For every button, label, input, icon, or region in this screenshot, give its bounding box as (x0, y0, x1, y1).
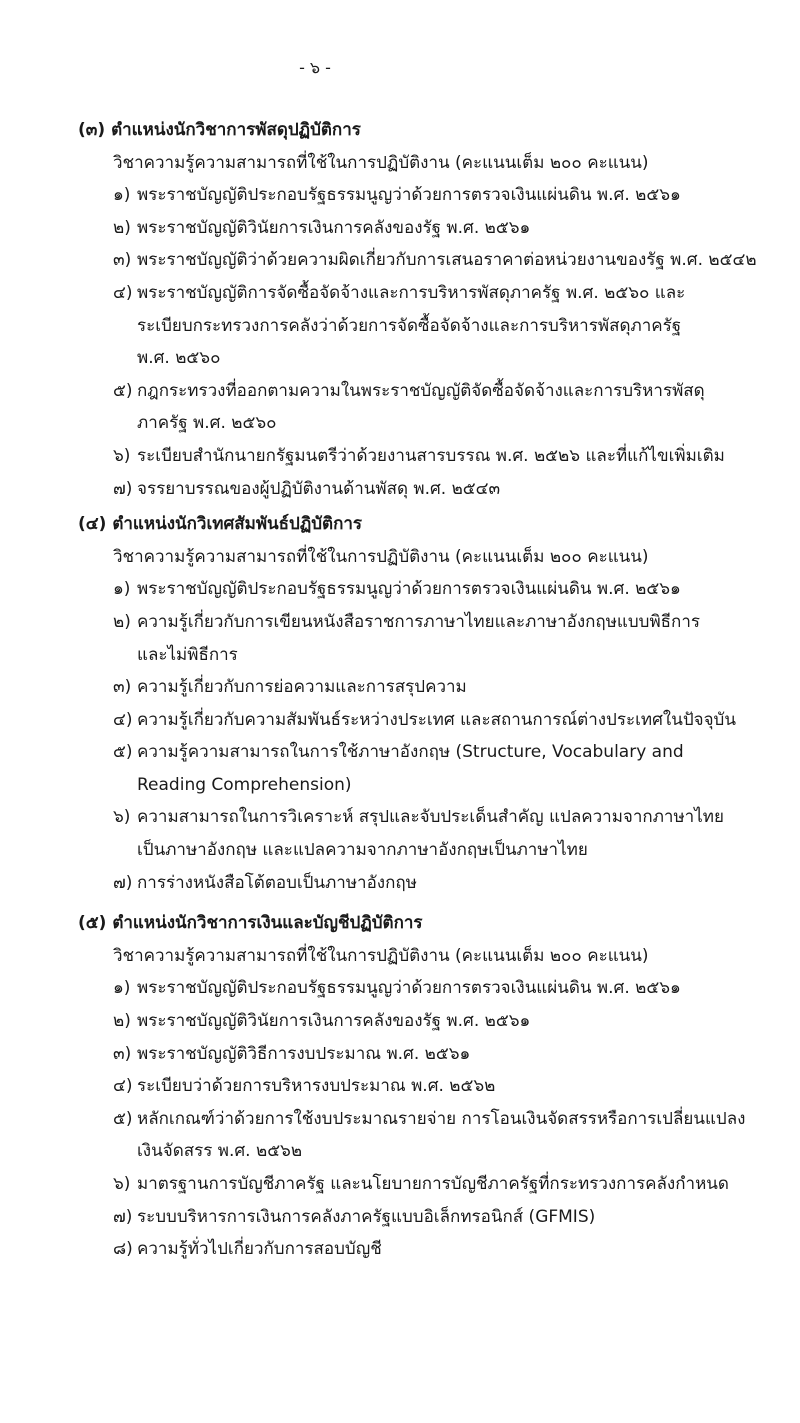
list-item (78, 277, 718, 310)
list-item (78, 1168, 729, 1201)
position-section (78, 114, 757, 505)
item-number: ๒) (113, 1011, 131, 1032)
list-item (78, 1233, 718, 1266)
list-item (78, 972, 718, 1005)
item-text: ความสามารถในการวิเคราะห์ สรุปและจับประเด็นสำคัญ แปลความจากภาษาไทย (137, 807, 724, 828)
list-item-continuation: เงินจัดสรร พ.ศ. ๒๕๖๒ (137, 1141, 303, 1162)
item-number: ๕) (113, 380, 133, 401)
item-text: กฎกระทรวงที่ออกตามความในพระราชบัญญัติจัดซื้อจัดจ้างและการบริหารพัสดุ (137, 380, 705, 401)
item-text: ความรู้เกี่ยวกับการย่อความและการสรุปความ (137, 677, 467, 698)
list-item (78, 440, 725, 473)
item-number: ๒) (113, 611, 131, 632)
item-number: ๔) (113, 709, 133, 730)
list-item (78, 1103, 746, 1136)
list-item (78, 801, 724, 834)
list-item-continuation: และไม่พิธีการ (137, 644, 238, 665)
item-number: ๗) (113, 1206, 133, 1227)
item-number: ๓) (113, 1043, 132, 1064)
subject-title: วิชาความรู้ความสามารถที่ใช้ในการปฏิบัติงาน (คะแนนเต็ม ๒๐๐ คะแนน) (113, 152, 649, 173)
item-text: มาตรฐานการบัญชีภาครัฐ และนโยบายการบัญชีภาครัฐที่กระทรวงการคลังกำหนด (137, 1174, 729, 1194)
list-item-continuation: ภาครัฐ พ.ศ. ๒๕๖๐ (137, 413, 277, 434)
item-text: ระเบียบสำนักนายกรัฐมนตรีว่าด้วยงานสารบรรณ พ.ศ. ๒๕๒๖ และที่แก้ไขเพิ่มเติม (137, 445, 725, 466)
item-text: ระบบบริหารการเงินการคลังภาครัฐแบบอิเล็กทรอนิกส์ (GFMIS) (137, 1206, 596, 1227)
item-number: ๓) (113, 677, 132, 698)
item-text: พระราชบัญญัติวินัยการเงินการคลังของรัฐ พ.ศ. ๒๕๖๑ (137, 1011, 531, 1032)
item-number: ๓) (113, 250, 132, 271)
item-number: ๖) (113, 1174, 131, 1194)
item-number: ๔) (113, 282, 133, 303)
item-text: พระราชบัญญัติประกอบรัฐธรรมนูญว่าด้วยการตรวจเงินแผ่นดิน พ.ศ. ๒๕๖๑ (137, 185, 681, 206)
item-number: ๑) (113, 978, 131, 999)
item-text: ความรู้เกี่ยวกับความสัมพันธ์ระหว่างประเทศ และสถานการณ์ต่างประเทศในปัจจุบัน (137, 709, 736, 730)
item-number: ๕) (113, 1108, 133, 1129)
subject-title: วิชาความรู้ความสามารถที่ใช้ในการปฏิบัติงาน (คะแนนเต็ม ๒๐๐ คะแนน) (113, 546, 649, 567)
section-heading: (๓) ตำแหน่งนักวิชาการพัสดุปฏิบัติการ (78, 120, 361, 140)
item-text: การร่างหนังสือโต้ตอบเป็นภาษาอังกฤษ (137, 872, 417, 893)
subject-title: วิชาความรู้ความสามารถที่ใช้ในการปฏิบัติงาน (คะแนนเต็ม ๒๐๐ คะแนน) (113, 945, 649, 966)
item-text: ความรู้ความสามารถในการใช้ภาษาอังกฤษ (Structure, Vocabulary and (137, 742, 684, 763)
item-number: ๗) (113, 872, 133, 893)
list-item (78, 606, 718, 639)
list-item (78, 671, 718, 704)
list-item-continuation: Reading Comprehension) (137, 774, 352, 795)
list-item (78, 704, 736, 737)
list-item-continuation: เป็นภาษาอังกฤษ และแปลความจากภาษาอังกฤษเป็นภาษาไทย (137, 840, 588, 861)
item-number: ๑) (113, 185, 131, 206)
item-text: หลักเกณฑ์ว่าด้วยการใช้งบประมาณรายจ่าย การโอนเงินจัดสรรหรือการเปลี่ยนแปลง (137, 1108, 746, 1129)
list-item (78, 375, 718, 408)
item-number: ๔) (113, 1076, 133, 1097)
item-text: ระเบียบว่าด้วยการบริหารงบประมาณ พ.ศ. ๒๕๖๒ (137, 1076, 496, 1097)
position-section (78, 508, 736, 899)
item-text: พระราชบัญญัติวิธีการงบประมาณ พ.ศ. ๒๕๖๑ (137, 1043, 471, 1064)
item-text: พระราชบัญญัติการจัดซื้อจัดจ้างและการบริหารพัสดุภาครัฐ พ.ศ. ๒๕๖๐ และ (137, 282, 686, 303)
item-number: ๘) (113, 1239, 133, 1260)
list-item (78, 179, 718, 212)
item-number: ๖) (113, 807, 131, 828)
list-item (78, 1038, 718, 1071)
list-item-continuation: ระเบียบกระทรวงการคลังว่าด้วยการจัดซื้อจัดจ้างและการบริหารพัสดุภาครัฐ (137, 315, 682, 336)
section-heading: (๕) ตำแหน่งนักวิชาการเงินและบัญชีปฏิบัติการ (78, 913, 423, 934)
list-item (78, 244, 757, 277)
item-number: ๕) (113, 742, 133, 763)
list-item (78, 867, 718, 900)
item-text: พระราชบัญญัติว่าด้วยความผิดเกี่ยวกับการเสนอราคาต่อหน่วยงานของรัฐ พ.ศ. ๒๕๔๒ (137, 250, 757, 271)
list-item (78, 212, 718, 245)
page-number: - ๖ - (299, 58, 331, 77)
document-body (78, 114, 757, 1266)
item-text: ความรู้เกี่ยวกับการเขียนหนังสือราชการภาษาไทยและภาษาอังกฤษแบบพิธีการ (137, 611, 701, 632)
position-section (78, 907, 746, 1266)
item-text: พระราชบัญญัติประกอบรัฐธรรมนูญว่าด้วยการตรวจเงินแผ่นดิน พ.ศ. ๒๕๖๑ (137, 579, 681, 600)
item-number: ๖) (113, 445, 131, 466)
item-text: พระราชบัญญัติประกอบรัฐธรรมนูญว่าด้วยการตรวจเงินแผ่นดิน พ.ศ. ๒๕๖๑ (137, 978, 681, 999)
list-item (78, 1005, 718, 1038)
item-text: จรรยาบรรณของผู้ปฏิบัติงานด้านพัสดุ พ.ศ. ๒๕๔๓ (137, 478, 501, 499)
item-number: ๒) (113, 217, 131, 238)
item-text: ความรู้ทั่วไปเกี่ยวกับการสอบบัญชี (137, 1239, 382, 1260)
item-number: ๗) (113, 478, 133, 499)
list-item (78, 573, 718, 606)
list-item (78, 1070, 718, 1103)
section-heading: (๔) ตำแหน่งนักวิเทศสัมพันธ์ปฏิบัติการ (78, 514, 363, 535)
list-item (78, 1201, 718, 1234)
item-number: ๑) (113, 579, 131, 600)
list-item (78, 736, 718, 769)
list-item (78, 473, 718, 506)
list-item-continuation: พ.ศ. ๒๕๖๐ (137, 348, 221, 369)
item-text: พระราชบัญญัติวินัยการเงินการคลังของรัฐ พ.ศ. ๒๕๖๑ (137, 217, 531, 238)
